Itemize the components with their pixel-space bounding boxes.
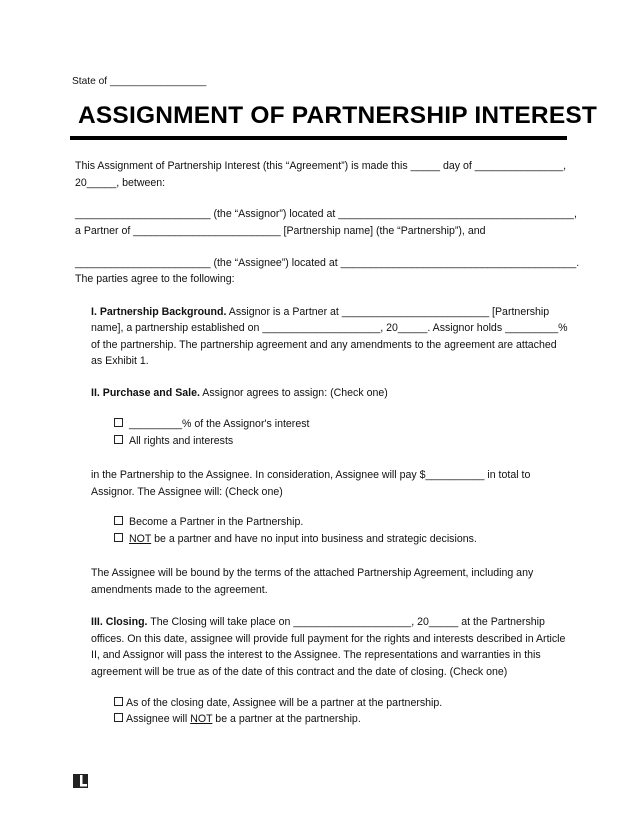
assignee-option-partner[interactable] — [114, 514, 303, 530]
bound-line-1: The Assignee will be bound by the terms of the attached Partnership Agreement, including any — [91, 567, 534, 579]
legal-templates-logo-icon — [73, 774, 88, 788]
not-emphasis: NOT — [129, 533, 152, 545]
section-3-line-3: II, and Assignor will pass the interest to the Assignee. The representations and warranties in this — [91, 649, 541, 661]
checkbox-icon[interactable] — [114, 713, 123, 722]
assignee-option-not-partner-label: be a partner and have no input into business and strategic decisions. — [151, 533, 477, 545]
document-title: ASSIGNMENT OF PARTNERSHIP INTEREST — [78, 102, 598, 129]
checkbox-icon[interactable] — [114, 697, 123, 706]
closing-option-not-partner-pre: Assignee will — [126, 713, 191, 725]
closing-option-partner-label: As of the closing date, Assignee will be a partner at the partnership. — [126, 697, 443, 709]
section-1-heading: I. Partnership Background. — [91, 306, 227, 318]
section-2-line-2: in the Partnership to the Assignee. In consideration, Assignee will pay $__________ in total to — [91, 469, 531, 481]
assign-option-all[interactable] — [114, 433, 233, 449]
section-3-text-1: The Closing will take place on ____________________, 20_____ at the Partnership — [147, 616, 545, 628]
state-line: State of _________________ — [72, 76, 207, 87]
section-2-line-3: Assignor. The Assignee will: (Check one) — [91, 486, 283, 498]
checkbox-icon[interactable] — [114, 418, 123, 427]
section-2-text-1: Assignor agrees to assign: (Check one) — [199, 387, 388, 399]
checkbox-icon[interactable] — [114, 533, 123, 542]
assignor-line: _______________________ (the “Assignor”) located at ________________________________________, — [75, 208, 577, 220]
checkbox-icon[interactable] — [114, 435, 123, 444]
assign-option-percent-label: _________% of the Assignor's interest — [129, 418, 310, 430]
section-1-line-3: of the partnership. The partnership agreement and any amendments to the agreement are attached — [91, 339, 557, 351]
section-2-heading: II. Purchase and Sale. — [91, 387, 200, 399]
section-3-heading: III. Closing. — [91, 616, 148, 628]
intro-line-1: This Assignment of Partnership Interest (this “Agreement”) is made this _____ day of _______________, — [75, 160, 567, 172]
checkbox-icon[interactable] — [114, 516, 123, 525]
section-1-line-1 — [91, 304, 549, 320]
not-emphasis: NOT — [190, 713, 213, 725]
assign-option-all-label: All rights and interests — [129, 435, 234, 447]
assignee-option-not-partner[interactable] — [114, 531, 477, 547]
section-3-line-4: agreement will be true as of the date of this contract and the date of closing. (Check one) — [91, 666, 508, 678]
assign-option-percent[interactable] — [114, 416, 309, 432]
section-2-line-1 — [91, 385, 388, 401]
section-3-line-2: offices. On this date, assignee will provide full payment for the rights and interests described in Article — [91, 633, 566, 645]
section-3-line-1 — [91, 614, 545, 630]
title-rule — [70, 136, 567, 140]
partner-line: a Partner of _________________________ [Partnership name] (the “Partnership”), and — [75, 225, 486, 237]
intro-line-2: 20_____, between: — [75, 177, 166, 189]
parties-line: The parties agree to the following: — [75, 273, 235, 285]
assignee-line: _______________________ (the “Assignee”) located at ________________________________________. — [75, 257, 580, 269]
section-1-line-4: as Exhibit 1. — [91, 355, 149, 367]
section-1-text-1: Assignor is a Partner at _________________________ [Partnership — [226, 306, 550, 318]
section-1-line-2: name], a partnership established on ____________________, 20_____. Assignor holds _________% — [91, 322, 568, 334]
closing-option-not-partner[interactable] — [114, 711, 361, 727]
bound-line-2: amendments made to the agreement. — [91, 584, 268, 596]
closing-option-partner[interactable] — [114, 695, 442, 711]
closing-option-not-partner-rest: be a partner at the partnership. — [212, 713, 361, 725]
assignee-option-partner-label: Become a Partner in the Partnership. — [129, 516, 304, 528]
